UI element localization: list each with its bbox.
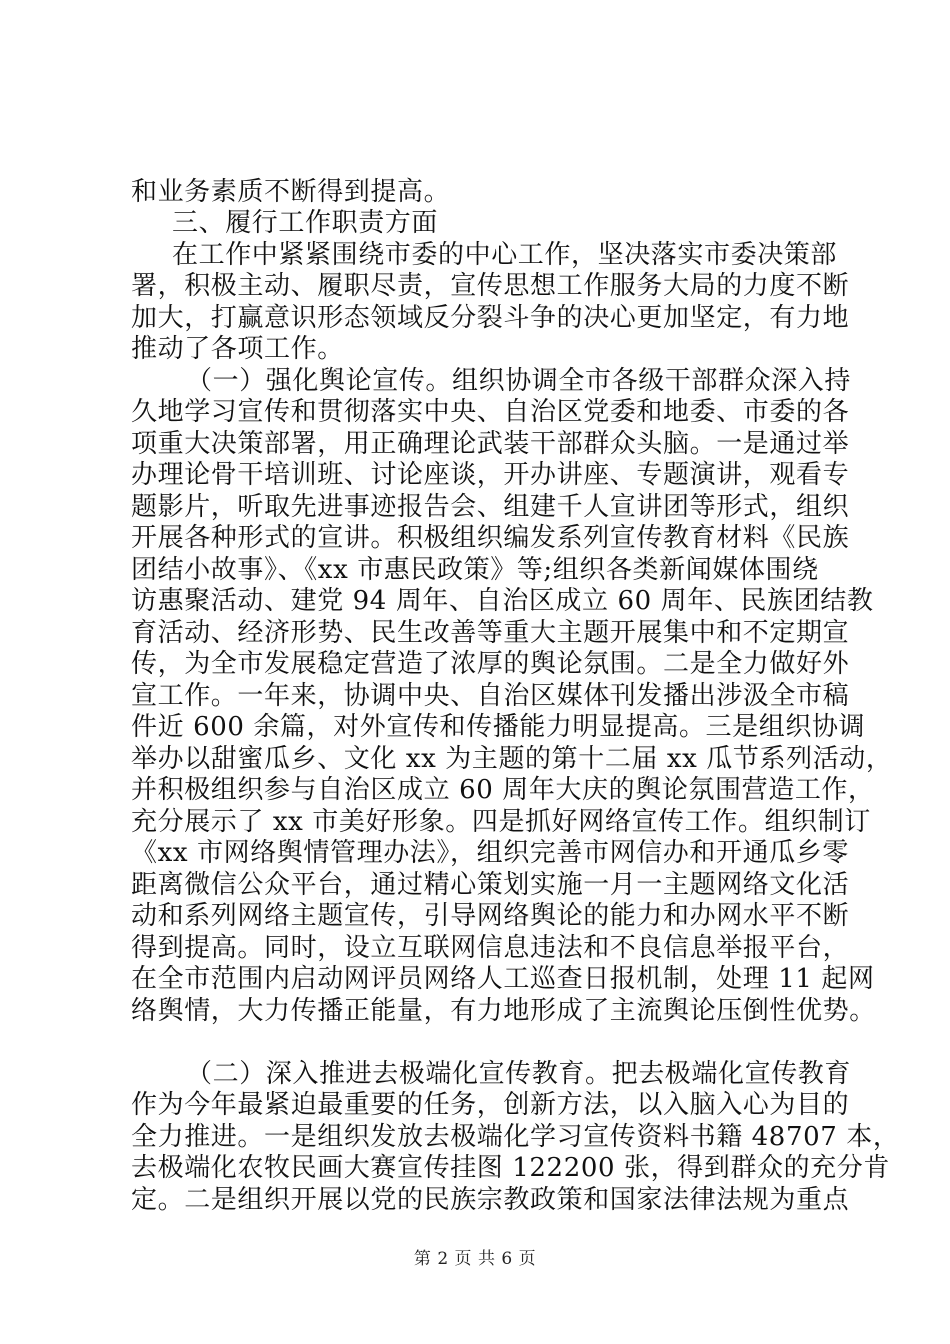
text-line: 和业务素质不断得到提高。 (131, 177, 451, 207)
subsection-line: （二）深入推进去极端化宣传教育。把去极端化宣传教育 (186, 1059, 852, 1089)
text-line: 动和系列网络主题宣传，引导网络舆论的能力和办网水平不断 (131, 901, 850, 931)
text-line: 作为今年最紧迫最重要的任务，创新方法，以入脑入心为目的 (131, 1090, 850, 1120)
text-line: 传，为全市发展稳定营造了浓厚的舆论氛围。二是全力做好外 (131, 649, 850, 679)
text-line: 距离微信公众平台，通过精心策划实施一月一主题网络文化活 (131, 870, 850, 900)
text-line: 署，积极主动、履职尽责，宣传思想工作服务大局的力度不断 (131, 271, 850, 301)
text-line: 充分展示了 xx 市美好形象。四是抓好网络宣传工作。组织制订 (131, 807, 871, 837)
text-line: 项重大决策部署，用正确理论武装干部群众头脑。一是通过举 (131, 429, 850, 459)
text-line: 加大，打赢意识形态领域反分裂斗争的决心更加坚定，有力地 (131, 303, 850, 333)
text-line: 办理论骨干培训班、讨论座谈，开办讲座、专题演讲，观看专 (131, 460, 850, 490)
text-line: 件近 600 余篇，对外宣传和传播能力明显提高。三是组织协调 (131, 712, 866, 742)
text-line: 久地学习宣传和贯彻落实中央、自治区党委和地委、市委的各 (131, 397, 850, 427)
text-line: 开展各种形式的宣讲。积极组织编发系列宣传教育材料《民族 (131, 523, 850, 553)
text-line: 题影片，听取先进事迹报告会、组建千人宣讲团等形式，组织 (131, 492, 850, 522)
text-line: 团结小故事》、《xx 市惠民政策》等;组织各类新闻媒体围绕 (131, 555, 819, 585)
page-number-footer: 第 2 页 共 6 页 (413, 1249, 537, 1269)
text-line: 访惠聚活动、建党 94 周年、自治区成立 60 周年、民族团结教 (131, 586, 874, 616)
text-line: 得到提高。同时，设立互联网信息违法和不良信息举报平台， (131, 933, 850, 963)
text-line: 在全市范围内启动网评员网络人工巡查日报机制，处理 11 起网 (131, 964, 875, 994)
text-line: 《xx 市网络舆情管理办法》，组织完善市网信办和开通瓜乡零 (131, 838, 849, 868)
subsection-line: （一）强化舆论宣传。组织协调全市各级干部群众深入持 (186, 366, 852, 396)
text-line: 育活动、经济形势、民生改善等重大主题开展集中和不定期宣 (131, 618, 850, 648)
text-line: 定。二是组织开展以党的民族宗教政策和国家法律法规为重点 (131, 1185, 850, 1215)
text-line: 全力推进。一是组织发放去极端化学习宣传资料书籍 48707 本， (131, 1122, 900, 1152)
text-line: 并积极组织参与自治区成立 60 周年大庆的舆论氛围营造工作， (131, 775, 875, 805)
text-line: 络舆情，大力传播正能量，有力地形成了主流舆论压倒性优势。 (131, 996, 876, 1026)
text-line: 推动了各项工作。 (131, 334, 344, 364)
text-line: 宣工作。一年来，协调中央、自治区媒体刊发播出涉汲全市稿 (131, 681, 850, 711)
text-line: 去极端化农牧民画大赛宣传挂图 122200 张，得到群众的充分肯 (131, 1153, 890, 1183)
section-heading: 三、履行工作职责方面 (172, 208, 439, 238)
text-line: 在工作中紧紧围绕市委的中心工作，坚决落实市委决策部 (172, 240, 838, 270)
text-line: 举办以甜蜜瓜乡、文化 xx 为主题的第十二届 xx 瓜节系列活动， (131, 744, 893, 774)
